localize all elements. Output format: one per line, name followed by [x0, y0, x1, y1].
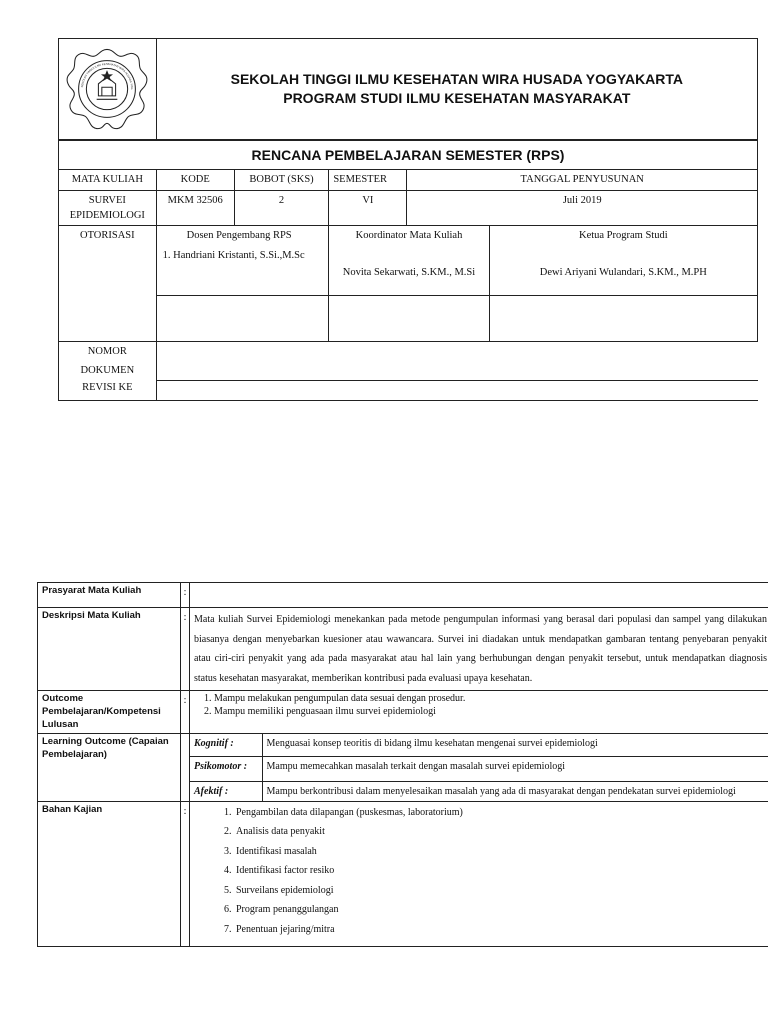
bahan-kajian-item: 4. Identifikasi factor resiko — [234, 861, 767, 881]
val-bobot: 2 — [234, 190, 329, 225]
ketua-cell — [489, 225, 757, 295]
col-kode: KODE — [156, 170, 234, 190]
learning-outcome-label: Learning Outcome (Capaian Pembelajaran) — [38, 734, 181, 802]
lo-text: Menguasai konsep teoritis di bidang ilmu kesehatan mengenai survei epidemiologi — [262, 734, 768, 756]
lo-domain: Psikomotor : — [190, 756, 262, 781]
rps-header-table — [58, 38, 758, 401]
rps-title: RENCANA PEMBELAJARAN SEMESTER (RPS) — [59, 140, 758, 170]
revisi-value — [156, 380, 757, 400]
outcome-value — [190, 691, 768, 734]
outcome-colon: : — [181, 691, 190, 734]
lo-domain: Kognitif : — [190, 734, 262, 756]
outcome-item: 2. Mampu memiliki penguasaan ilmu survei epidemiologi — [214, 706, 767, 719]
nomor-dokumen-value — [156, 341, 757, 380]
bahan-kajian-item: 2. Analisis data penyakit — [234, 822, 767, 842]
koordinator-cell — [329, 225, 489, 295]
lo-text: Mampu memecahkan masalah terkait dengan masalah survei epidemiologi — [262, 756, 768, 781]
prasyarat-value — [190, 583, 768, 608]
nomor-label: NOMOR — [87, 345, 127, 357]
institution-name: SEKOLAH TINGGI ILMU KESEHATAN WIRA HUSADA YOGYAKARTA — [230, 71, 684, 88]
bahan-kajian-item: 7. Penentuan jejaring/mitra — [234, 920, 767, 940]
institution-logo — [64, 46, 150, 132]
outcome-label: Outcome Pembelajaran/Kompetensi Lulusan — [38, 691, 181, 734]
val-mata-kuliah: SURVEI EPIDEMIOLOGI — [59, 190, 157, 225]
learning-outcome-value — [190, 734, 768, 802]
bahan-kajian-item: 6. Program penanggulangan — [234, 900, 767, 920]
outcome-item: 1. Mampu melakukan pengumpulan data sesuai dengan prosedur. — [214, 693, 767, 706]
lo-text: Mampu berkontribusi dalam menyelesaikan masalah yang ada di masyarakat dengan pendekatan survei epidemiologi — [262, 781, 768, 801]
ketua-label: Ketua Program Studi — [578, 229, 668, 241]
col-mata-kuliah: MATA KULIAH — [59, 170, 157, 190]
val-kode: MKM 32506 — [156, 190, 234, 225]
bahan-kajian-item: 5. Surveilans epidemiologi — [234, 881, 767, 901]
logo-cell — [59, 39, 157, 141]
deskripsi-colon: : — [181, 608, 190, 691]
bahan-kajian-label: Bahan Kajian — [38, 801, 181, 946]
learning-outcome-table — [190, 734, 768, 801]
nomor-dokumen-label — [59, 341, 157, 380]
val-tanggal: Juli 2019 — [407, 190, 758, 225]
learning-outcome-colon — [181, 734, 190, 802]
deskripsi-value: Mata kuliah Survei Epidemiologi menekankan pada metode pengumpulan informasi yang berasal dari populasi dan sampel yang dilakukan biasanya dengan menyebarkan kuesioner atau wawancara. Survei ini diadakan untuk mendapatkan gambaran tentang penyebaran penyakit atau ciri-ciri penyakit yang ada pada masyarakat atau hal lain yang berhubungan dengan penyakit tersebut, untuk mendapatkan diagnosis status kesehatan masyarakat, memberikan kontribusi pada evaluasi upaya kesehatan. — [190, 608, 768, 691]
bahan-kajian-item: 1. Pengambilan data dilapangan (puskesmas, laboratorium) — [234, 803, 767, 823]
otorisasi-spacer — [59, 295, 157, 341]
koordinator-label: Koordinator Mata Kuliah — [355, 229, 463, 241]
revisi-label: REVISI KE — [59, 380, 157, 400]
dosen-label: Dosen Pengembang RPS — [186, 229, 292, 241]
dosen-signature — [156, 295, 329, 341]
course-detail-table — [37, 582, 768, 947]
institution-title-cell — [156, 39, 757, 141]
outcome-list — [194, 693, 767, 718]
val-semester: VI — [329, 190, 407, 225]
deskripsi-label: Deskripsi Mata Kuliah — [38, 608, 181, 691]
col-tanggal: TANGGAL PENYUSUNAN — [407, 170, 758, 190]
dokumen-label: DOKUMEN — [80, 365, 135, 377]
koordinator-signature — [329, 295, 489, 341]
ketua-name: Dewi Ariyani Wulandari, S.KM., M.PH — [539, 267, 707, 279]
col-bobot: BOBOT (SKS) — [234, 170, 329, 190]
logo-text: SEKOLAH TINGGI ILMU KESEHATAN WIRA HUSADA YOG — [81, 62, 134, 90]
program-name: PROGRAM STUDI ILMU KESEHATAN MASYARAKAT — [283, 90, 631, 106]
prasyarat-label: Prasyarat Mata Kuliah — [38, 583, 181, 608]
otorisasi-label: OTORISASI — [59, 225, 157, 295]
ketua-signature — [489, 295, 757, 341]
lo-domain: Afektif : — [190, 781, 262, 801]
col-semester: SEMESTER — [329, 170, 407, 190]
bahan-kajian-list — [194, 803, 767, 940]
dosen-name: 1. Handriani Kristanti, S.Si.,M.Sc — [162, 250, 305, 262]
bahan-kajian-colon: : — [181, 801, 190, 946]
bahan-kajian-value — [190, 801, 768, 946]
koordinator-name: Novita Sekarwati, S.KM., M.Si — [342, 267, 476, 279]
prasyarat-colon: : — [181, 583, 190, 608]
bahan-kajian-item: 3. Identifikasi masalah — [234, 842, 767, 862]
dosen-cell — [156, 225, 329, 295]
